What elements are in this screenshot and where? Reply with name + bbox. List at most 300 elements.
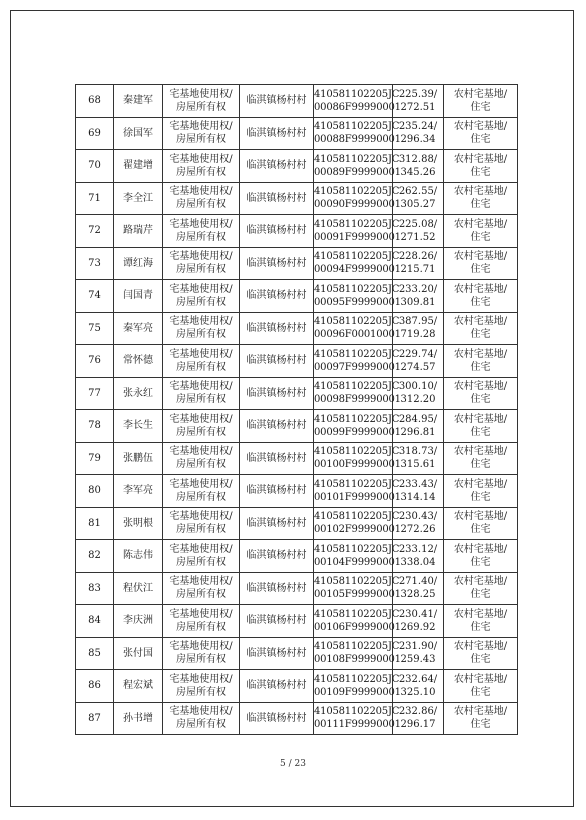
area-cell-line: 225.08/ [398, 218, 438, 230]
area-cell-line: 284.95/ [398, 413, 438, 425]
location-cell: 临淇镇杨村村 [240, 182, 314, 215]
unit-code-cell-line: 410581102205JC [314, 251, 400, 263]
usage-cell-line: 农村宅基地/ [453, 576, 508, 588]
right-type-cell [163, 215, 240, 248]
usage-cell [444, 312, 518, 345]
right-type-cell [163, 345, 240, 378]
unit-code-cell-line: 410581102205JC [314, 478, 400, 490]
table-row [76, 670, 518, 703]
location-cell: 临淇镇杨村村 [240, 507, 314, 540]
unit-code-cell [314, 572, 401, 605]
unit-code-cell [314, 117, 401, 150]
row-number-cell: 78 [76, 410, 114, 443]
right-type-cell [163, 410, 240, 443]
area-cell [393, 215, 444, 248]
usage-cell-line: 住宅 [470, 654, 491, 666]
unit-code-cell [314, 605, 401, 638]
table-row [76, 702, 518, 735]
area-cell-line: 269.92 [400, 621, 436, 633]
location-cell: 临淇镇杨村村 [240, 637, 314, 670]
usage-cell [444, 215, 518, 248]
holder-name-cell: 常怀德 [114, 345, 163, 378]
location-cell: 临淇镇杨村村 [240, 117, 314, 150]
usage-cell-line: 农村宅基地/ [453, 543, 508, 555]
unit-code-cell [314, 280, 401, 313]
usage-cell [444, 85, 518, 118]
unit-code-cell-line: 410581102205JC [314, 186, 400, 198]
area-cell [393, 442, 444, 475]
right-type-cell-line: 房屋所有权 [176, 491, 226, 503]
row-number-cell: 85 [76, 637, 114, 670]
area-cell-line: 345.26 [400, 166, 436, 178]
table-row [76, 637, 518, 670]
location-cell: 临淇镇杨村村 [240, 540, 314, 573]
right-type-cell [163, 605, 240, 638]
unit-code-cell-line: 410581102205JC [314, 641, 400, 653]
unit-code-cell [314, 702, 401, 735]
unit-code-cell-line: 410581102205JC [314, 218, 400, 230]
right-type-cell [163, 182, 240, 215]
area-cell-line: 233.12/ [398, 543, 438, 555]
area-cell-line: 235.24/ [398, 121, 438, 133]
unit-code-cell-line: 00108F99990001 [314, 654, 401, 666]
holder-name-cell: 程伏江 [114, 572, 163, 605]
right-type-cell-line: 房屋所有权 [176, 134, 226, 146]
usage-cell-line: 农村宅基地/ [453, 283, 508, 295]
row-number-cell: 76 [76, 345, 114, 378]
location-cell: 临淇镇杨村村 [240, 410, 314, 443]
location-cell: 临淇镇杨村村 [240, 85, 314, 118]
usage-cell-line: 住宅 [470, 134, 491, 146]
usage-cell-line: 住宅 [470, 296, 491, 308]
right-type-cell-line: 宅基地使用权/ [169, 283, 233, 295]
unit-code-cell [314, 670, 401, 703]
unit-code-cell-line: 00098F99990001 [314, 394, 401, 406]
unit-code-cell-line: 00099F99990001 [314, 426, 401, 438]
usage-cell-line: 住宅 [470, 231, 491, 243]
right-type-cell-line: 房屋所有权 [176, 329, 226, 341]
row-number-cell: 75 [76, 312, 114, 345]
usage-cell-line: 住宅 [470, 101, 491, 113]
area-cell [393, 702, 444, 735]
right-type-cell-line: 房屋所有权 [176, 524, 226, 536]
right-type-cell-line: 房屋所有权 [176, 589, 226, 601]
unit-code-cell [314, 637, 401, 670]
area-cell-line: 338.04 [400, 556, 436, 568]
table-row [76, 85, 518, 118]
location-cell: 临淇镇杨村村 [240, 475, 314, 508]
usage-cell [444, 345, 518, 378]
area-cell-line: 272.51 [400, 101, 436, 113]
right-type-cell [163, 637, 240, 670]
unit-code-cell [314, 410, 401, 443]
right-type-cell [163, 572, 240, 605]
table-row [76, 345, 518, 378]
right-type-cell-line: 房屋所有权 [176, 166, 226, 178]
usage-cell [444, 247, 518, 280]
table-row [76, 442, 518, 475]
usage-cell-line: 住宅 [470, 199, 491, 211]
row-number-cell: 83 [76, 572, 114, 605]
usage-cell-line: 农村宅基地/ [453, 186, 508, 198]
holder-name-cell: 张鹏伍 [114, 442, 163, 475]
holder-name-cell: 翟建增 [114, 150, 163, 183]
holder-name-cell: 孙书增 [114, 702, 163, 735]
right-type-cell [163, 377, 240, 410]
unit-code-cell [314, 215, 401, 248]
area-cell-line: 271.52 [400, 231, 436, 243]
right-type-cell-line: 房屋所有权 [176, 296, 226, 308]
right-type-cell-line: 宅基地使用权/ [169, 316, 233, 328]
usage-cell-line: 农村宅基地/ [453, 478, 508, 490]
unit-code-cell [314, 345, 401, 378]
unit-code-cell [314, 442, 401, 475]
table-row [76, 117, 518, 150]
area-cell-line: 215.71 [400, 264, 436, 276]
table-row [76, 312, 518, 345]
area-cell-line: 231.90/ [398, 641, 438, 653]
right-type-cell-line: 宅基地使用权/ [169, 88, 233, 100]
row-number-cell: 87 [76, 702, 114, 735]
row-number-cell: 73 [76, 247, 114, 280]
area-cell-line: 274.57 [400, 361, 436, 373]
holder-name-cell: 李全江 [114, 182, 163, 215]
unit-code-cell-line: 410581102205JC [314, 121, 400, 133]
area-cell-line: 328.25 [400, 589, 436, 601]
area-cell [393, 85, 444, 118]
unit-code-cell-line: 00094F99990001 [314, 264, 401, 276]
table-body [76, 85, 518, 735]
usage-cell-line: 农村宅基地/ [453, 381, 508, 393]
area-cell-line: 232.64/ [398, 673, 438, 685]
area-cell [393, 150, 444, 183]
unit-code-cell-line: 00102F99990001 [314, 524, 401, 536]
table-row [76, 247, 518, 280]
usage-cell-line: 住宅 [470, 524, 491, 536]
row-number-cell: 86 [76, 670, 114, 703]
unit-code-cell-line: 00111F99990001 [314, 719, 401, 731]
right-type-cell-line: 房屋所有权 [176, 459, 226, 471]
area-cell [393, 182, 444, 215]
area-cell [393, 410, 444, 443]
usage-cell-line: 农村宅基地/ [453, 641, 508, 653]
usage-cell-line: 农村宅基地/ [453, 88, 508, 100]
unit-code-cell-line: 00101F99990001 [314, 491, 401, 503]
holder-name-cell: 路瑞芹 [114, 215, 163, 248]
right-type-cell-line: 宅基地使用权/ [169, 543, 233, 555]
right-type-cell [163, 540, 240, 573]
area-cell-line: 230.43/ [398, 511, 438, 523]
table-row [76, 182, 518, 215]
usage-cell [444, 572, 518, 605]
location-cell: 临淇镇杨村村 [240, 377, 314, 410]
unit-code-cell [314, 182, 401, 215]
usage-cell-line: 住宅 [470, 329, 491, 341]
area-cell [393, 670, 444, 703]
usage-cell [444, 507, 518, 540]
area-cell-line: 233.20/ [398, 283, 438, 295]
row-number-cell: 82 [76, 540, 114, 573]
usage-cell-line: 住宅 [470, 426, 491, 438]
holder-name-cell: 谭红海 [114, 247, 163, 280]
table-row [76, 150, 518, 183]
usage-cell-line: 住宅 [470, 166, 491, 178]
right-type-cell-line: 宅基地使用权/ [169, 186, 233, 198]
area-cell [393, 312, 444, 345]
usage-cell [444, 377, 518, 410]
area-cell [393, 540, 444, 573]
right-type-cell-line: 宅基地使用权/ [169, 121, 233, 133]
right-type-cell-line: 房屋所有权 [176, 686, 226, 698]
area-cell [393, 475, 444, 508]
usage-cell-line: 农村宅基地/ [453, 446, 508, 458]
usage-cell-line: 农村宅基地/ [453, 706, 508, 718]
area-cell [393, 507, 444, 540]
right-type-cell-line: 房屋所有权 [176, 199, 226, 211]
unit-code-cell-line: 00106F99990001 [314, 621, 401, 633]
location-cell: 临淇镇杨村村 [240, 247, 314, 280]
usage-cell-line: 农村宅基地/ [453, 121, 508, 133]
usage-cell [444, 182, 518, 215]
usage-cell-line: 住宅 [470, 719, 491, 731]
unit-code-cell-line: 410581102205JC [314, 316, 400, 328]
usage-cell [444, 410, 518, 443]
right-type-cell-line: 房屋所有权 [176, 231, 226, 243]
usage-cell [444, 117, 518, 150]
right-type-cell-line: 宅基地使用权/ [169, 348, 233, 360]
area-cell-line: 232.86/ [398, 706, 438, 718]
right-type-cell-line: 宅基地使用权/ [169, 511, 233, 523]
right-type-cell-line: 宅基地使用权/ [169, 641, 233, 653]
table-row [76, 605, 518, 638]
right-type-cell-line: 房屋所有权 [176, 654, 226, 666]
table-row [76, 540, 518, 573]
area-cell [393, 377, 444, 410]
unit-code-cell-line: 410581102205JC [314, 446, 400, 458]
usage-cell [444, 702, 518, 735]
area-cell-line: 296.81 [400, 426, 436, 438]
area-cell-line: 272.26 [400, 524, 436, 536]
usage-cell-line: 农村宅基地/ [453, 413, 508, 425]
area-cell [393, 117, 444, 150]
location-cell: 临淇镇杨村村 [240, 150, 314, 183]
unit-code-cell-line: 410581102205JC [314, 348, 400, 360]
row-number-cell: 80 [76, 475, 114, 508]
holder-name-cell: 徐国军 [114, 117, 163, 150]
unit-code-cell [314, 377, 401, 410]
area-cell [393, 572, 444, 605]
area-cell-line: 312.88/ [398, 153, 438, 165]
right-type-cell [163, 702, 240, 735]
row-number-cell: 71 [76, 182, 114, 215]
area-cell-line: 719.28 [400, 329, 436, 341]
area-cell [393, 345, 444, 378]
holder-name-cell: 陈志伟 [114, 540, 163, 573]
usage-cell-line: 农村宅基地/ [453, 348, 508, 360]
right-type-cell [163, 247, 240, 280]
unit-code-cell-line: 410581102205JC [314, 706, 400, 718]
unit-code-cell-line: 00091F99990001 [314, 231, 401, 243]
unit-code-cell-line: 00090F99990001 [314, 199, 401, 211]
holder-name-cell: 张明根 [114, 507, 163, 540]
unit-code-cell-line: 410581102205JC [314, 381, 400, 393]
usage-cell [444, 605, 518, 638]
row-number-cell: 70 [76, 150, 114, 183]
row-number-cell: 69 [76, 117, 114, 150]
right-type-cell [163, 670, 240, 703]
unit-code-cell-line: 410581102205JC [314, 283, 400, 295]
usage-cell-line: 住宅 [470, 621, 491, 633]
usage-cell [444, 280, 518, 313]
table-row [76, 377, 518, 410]
unit-code-cell-line: 00100F99990001 [314, 459, 401, 471]
table-row [76, 410, 518, 443]
unit-code-cell [314, 540, 401, 573]
holder-name-cell: 张付国 [114, 637, 163, 670]
holder-name-cell: 李长生 [114, 410, 163, 443]
unit-code-cell-line: 00095F99990001 [314, 296, 401, 308]
usage-cell-line: 住宅 [470, 556, 491, 568]
area-cell [393, 247, 444, 280]
area-cell-line: 271.40/ [398, 576, 438, 588]
unit-code-cell-line: 00109F99990001 [314, 686, 401, 698]
usage-cell-line: 农村宅基地/ [453, 511, 508, 523]
right-type-cell-line: 宅基地使用权/ [169, 706, 233, 718]
unit-code-cell-line: 00105F99990001 [314, 589, 401, 601]
area-cell-line: 314.14 [400, 491, 436, 503]
location-cell: 临淇镇杨村村 [240, 702, 314, 735]
unit-code-cell [314, 247, 401, 280]
right-type-cell-line: 宅基地使用权/ [169, 413, 233, 425]
right-type-cell-line: 宅基地使用权/ [169, 576, 233, 588]
row-number-cell: 84 [76, 605, 114, 638]
holder-name-cell: 程宏斌 [114, 670, 163, 703]
area-cell [393, 280, 444, 313]
unit-code-cell-line: 410581102205JC [314, 88, 400, 100]
usage-cell-line: 农村宅基地/ [453, 218, 508, 230]
holder-name-cell: 闫国青 [114, 280, 163, 313]
unit-code-cell [314, 85, 401, 118]
area-cell-line: 309.81 [400, 296, 436, 308]
right-type-cell [163, 85, 240, 118]
right-type-cell-line: 宅基地使用权/ [169, 251, 233, 263]
right-type-cell-line: 房屋所有权 [176, 361, 226, 373]
holder-name-cell: 李军亮 [114, 475, 163, 508]
unit-code-cell-line: 00086F99990001 [314, 101, 401, 113]
location-cell: 临淇镇杨村村 [240, 312, 314, 345]
row-number-cell: 72 [76, 215, 114, 248]
right-type-cell [163, 442, 240, 475]
holder-name-cell: 秦军亮 [114, 312, 163, 345]
area-cell-line: 296.17 [400, 719, 436, 731]
unit-code-cell-line: 410581102205JC [314, 576, 400, 588]
area-cell-line: 315.61 [400, 459, 436, 471]
location-cell: 临淇镇杨村村 [240, 442, 314, 475]
usage-cell-line: 农村宅基地/ [453, 251, 508, 263]
row-number-cell: 74 [76, 280, 114, 313]
unit-code-cell-line: 410581102205JC [314, 673, 400, 685]
location-cell: 临淇镇杨村村 [240, 345, 314, 378]
right-type-cell [163, 312, 240, 345]
location-cell: 临淇镇杨村村 [240, 280, 314, 313]
right-type-cell-line: 宅基地使用权/ [169, 153, 233, 165]
usage-cell-line: 农村宅基地/ [453, 673, 508, 685]
unit-code-cell [314, 475, 401, 508]
usage-cell [444, 475, 518, 508]
area-cell-line: 228.26/ [398, 251, 438, 263]
unit-code-cell-line: 00088F99990001 [314, 134, 401, 146]
usage-cell-line: 住宅 [470, 264, 491, 276]
area-cell-line: 259.43 [400, 654, 436, 666]
usage-cell-line: 住宅 [470, 589, 491, 601]
usage-cell [444, 637, 518, 670]
unit-code-cell-line: 410581102205JC [314, 543, 400, 555]
right-type-cell-line: 宅基地使用权/ [169, 446, 233, 458]
right-type-cell [163, 150, 240, 183]
row-number-cell: 81 [76, 507, 114, 540]
unit-code-cell-line: 00089F99990001 [314, 166, 401, 178]
table-row [76, 215, 518, 248]
area-cell-line: 300.10/ [398, 381, 438, 393]
area-cell-line: 312.20 [400, 394, 436, 406]
usage-cell-line: 住宅 [470, 686, 491, 698]
holder-name-cell: 李庆洲 [114, 605, 163, 638]
usage-cell-line: 住宅 [470, 491, 491, 503]
table-row [76, 572, 518, 605]
area-cell-line: 262.55/ [398, 186, 438, 198]
usage-cell-line: 农村宅基地/ [453, 608, 508, 620]
usage-cell [444, 540, 518, 573]
location-cell: 临淇镇杨村村 [240, 215, 314, 248]
land-registry-table [75, 84, 518, 735]
usage-cell-line: 农村宅基地/ [453, 316, 508, 328]
usage-cell [444, 670, 518, 703]
right-type-cell-line: 房屋所有权 [176, 719, 226, 731]
unit-code-cell-line: 410581102205JC [314, 511, 400, 523]
area-cell-line: 229.74/ [398, 348, 438, 360]
area-cell-line: 325.10 [400, 686, 436, 698]
right-type-cell [163, 280, 240, 313]
area-cell-line: 233.43/ [398, 478, 438, 490]
area-cell-line: 318.73/ [398, 446, 438, 458]
right-type-cell-line: 宅基地使用权/ [169, 608, 233, 620]
usage-cell-line: 住宅 [470, 394, 491, 406]
right-type-cell [163, 475, 240, 508]
row-number-cell: 68 [76, 85, 114, 118]
right-type-cell-line: 房屋所有权 [176, 556, 226, 568]
right-type-cell-line: 宅基地使用权/ [169, 218, 233, 230]
area-cell-line: 387.95/ [398, 316, 438, 328]
area-cell-line: 225.39/ [398, 88, 438, 100]
holder-name-cell: 张永红 [114, 377, 163, 410]
location-cell: 临淇镇杨村村 [240, 670, 314, 703]
right-type-cell-line: 房屋所有权 [176, 394, 226, 406]
right-type-cell-line: 宅基地使用权/ [169, 381, 233, 393]
unit-code-cell-line: 00104F99990001 [314, 556, 401, 568]
holder-name-cell: 秦建军 [114, 85, 163, 118]
unit-code-cell-line: 410581102205JC [314, 413, 400, 425]
area-cell-line: 305.27 [400, 199, 436, 211]
right-type-cell [163, 117, 240, 150]
table-row [76, 280, 518, 313]
usage-cell [444, 442, 518, 475]
usage-cell-line: 农村宅基地/ [453, 153, 508, 165]
unit-code-cell [314, 150, 401, 183]
unit-code-cell-line: 410581102205JC [314, 153, 400, 165]
right-type-cell-line: 房屋所有权 [176, 264, 226, 276]
area-cell [393, 637, 444, 670]
right-type-cell-line: 宅基地使用权/ [169, 673, 233, 685]
